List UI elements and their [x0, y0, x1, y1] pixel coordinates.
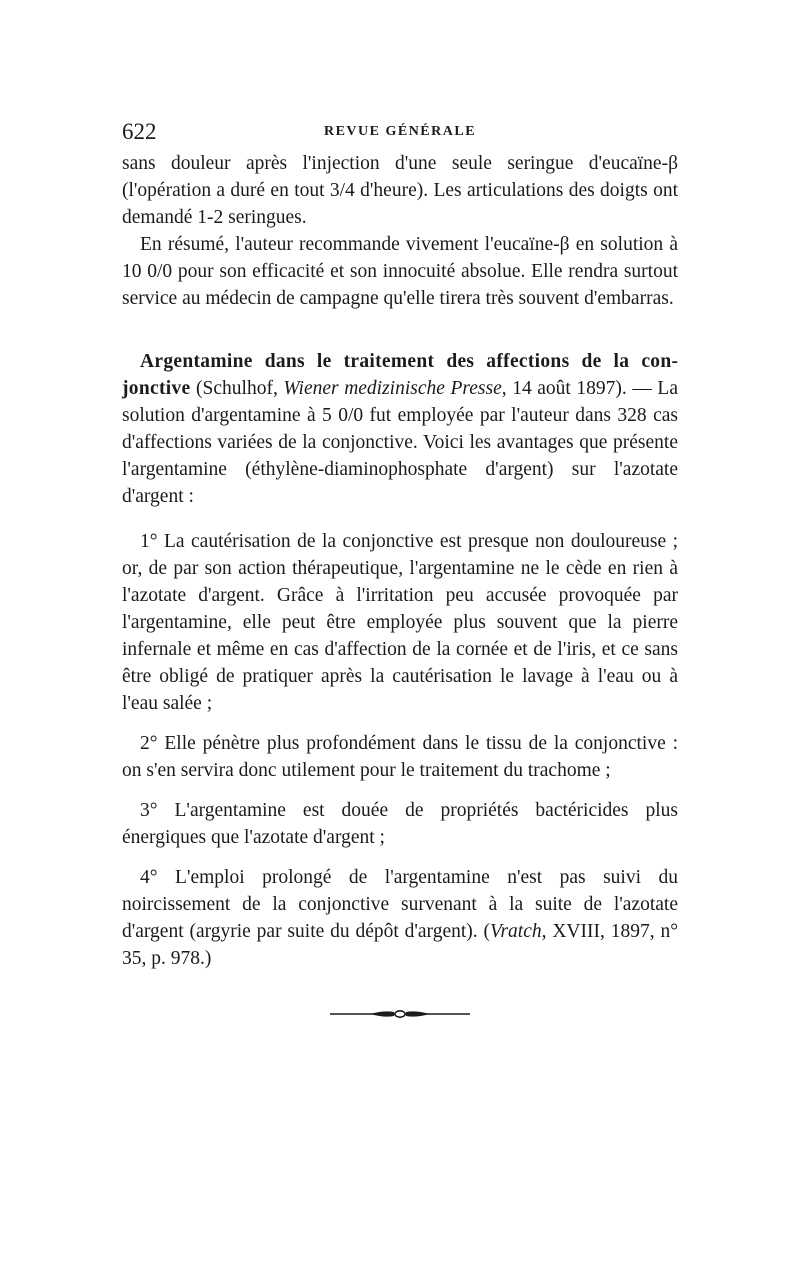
paragraph-summary: En résumé, l'auteur recommande vivement l'eucaïne-β en solution à 10 0/0 pour son efficacité et son innocuité absolue. Elle rendra surtout service au médecin de campagne qu'elle tirera très souvent d'embarras.	[122, 234, 678, 309]
reference-open: (Schulhof,	[190, 378, 284, 399]
item-4-text: 4° L'emploi prolongé de l'argentamine n'est pas suivi du noircissement de la conjonctive survenant à la suite de l'azotate d'argent (argyrie par suite du dépôt d'argent). (	[122, 867, 678, 942]
article-paragraph	[122, 348, 678, 510]
running-head: REVUE GÉNÉRALE	[323, 124, 477, 139]
item-4-journal: Vratch	[489, 921, 542, 942]
page-number: 622	[122, 119, 157, 144]
body-text	[122, 150, 678, 972]
page	[122, 118, 678, 1020]
item-4-close: , XVIII, 1897, n° 35, p. 978.)	[122, 921, 678, 969]
list-item-1: 1° La cautérisation de la conjonctive est presque non douloureuse ; or, de par son action thérapeutique, l'argentamine ne le cède en rien à l'azotate d'argent. Grâce à l'irritation peu accusée provoquée par l'argentamine, elle peut être employée plus souvent que la pierre infernale et même en cas d'affection de la cornée et de l'iris, et ce sans être obligé de pratiquer après la cautérisation le lavage à l'eau ou à l'eau salée ;	[122, 531, 678, 714]
page-header	[122, 118, 678, 150]
article-body: — La solution d'argentamine à 5 0/0 fut employée par l'auteur dans 328 cas d'affections variées de la conjonctive. Voici les avantages que présente l'argentamine (éthylène-diaminophosphate d'argent) sur l'azotate d'argent :	[122, 378, 678, 507]
end-ornament-icon	[330, 1008, 470, 1020]
list-item-2: 2° Elle pénètre plus profondément dans le tissu de la conjonctive : on s'en servira donc utilement pour le traitement du trachome ;	[122, 733, 678, 781]
reference-close: , 14 août 1897).	[501, 378, 627, 399]
list-item-3: 3° L'argentamine est douée de propriétés bactéricides plus énergiques que l'azotate d'argent ;	[122, 800, 678, 848]
article-title: Argentamine dans le traitement des affections de la conjonctive	[122, 351, 678, 399]
journal-name: Wiener medizinische Presse	[283, 378, 502, 399]
list-item-4	[122, 864, 678, 972]
paragraph-continuation: sans douleur après l'injection d'une seule seringue d'eucaïne-β (l'opération a duré en tout 3/4 d'heure). Les articulations des doigts ont demandé 1-2 seringues.	[122, 153, 678, 228]
